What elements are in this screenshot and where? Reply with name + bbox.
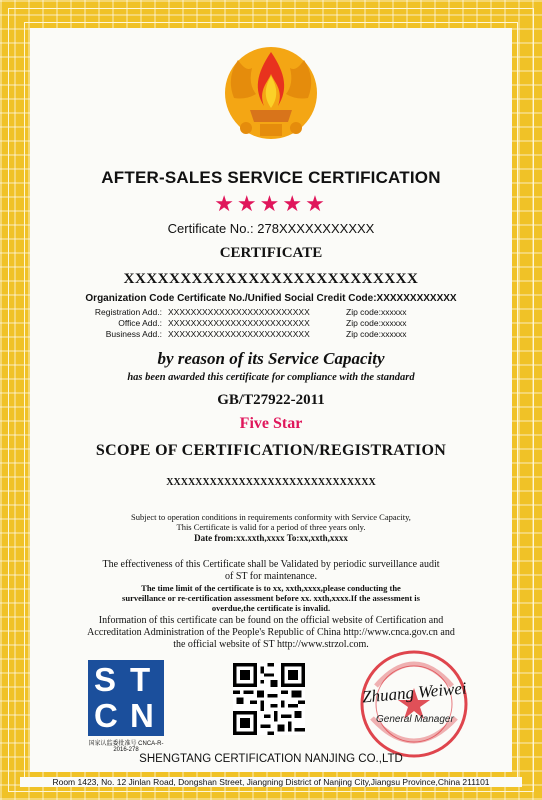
logo-letter: C xyxy=(94,697,118,734)
time-limit-line-2: surveillance or re-certification assessment before xx. xxth,xxxx.If the assessment is xyxy=(122,593,420,603)
holder-name: XXXXXXXXXXXXXXXXXXXXXXXXXX xyxy=(123,271,419,287)
registration-address xyxy=(70,307,406,317)
business-address xyxy=(70,329,406,339)
validity-line: This Certificate is valid for a period of three years only. xyxy=(176,522,366,532)
certificate-title: AFTER-SALES SERVICE CERTIFICATION xyxy=(101,168,441,187)
awarded-line: has been awarded this certificate for compliance with the standard xyxy=(127,372,415,383)
address-zip: Zip code:xxxxxx xyxy=(346,307,407,317)
address-label: Office Add.: xyxy=(118,318,162,328)
address-value: XXXXXXXXXXXXXXXXXXXXXXXXX xyxy=(168,318,310,328)
effectiveness-line-2: of ST for maintenance. xyxy=(224,571,317,582)
manager-signature: Zhuang Weiwei xyxy=(361,678,468,707)
logo-letter: S xyxy=(94,661,117,698)
validity-dates: Date from:xx.xxth,xxxx To:xx,xxth,xxxx xyxy=(194,533,348,543)
five-star-rating: ★★★★★ xyxy=(214,191,328,216)
grade-label: Five Star xyxy=(239,415,303,432)
info-line-2: Accreditation Administration of the People's Republic of China http://www.cnca.gov.cn and xyxy=(87,627,455,638)
standard-code: GB/T27922-2011 xyxy=(217,392,325,408)
address-value: XXXXXXXXXXXXXXXXXXXXXXXXX xyxy=(168,329,310,339)
address-value: XXXXXXXXXXXXXXXXXXXXXXXXX xyxy=(168,307,310,317)
certificate-number: Certificate No.: 278XXXXXXXXXXX xyxy=(167,221,375,236)
scope-heading: SCOPE OF CERTIFICATION/REGISTRATION xyxy=(95,442,447,459)
organization-code: Organization Code Certificate No./Unified Social Credit Code:XXXXXXXXXXXX xyxy=(85,293,457,304)
scope-value: XXXXXXXXXXXXXXXXXXXXXXXXXXXXX xyxy=(166,477,376,488)
company-address: Room 1423, No. 12 Jinlan Road, Dongshan Street, Jiangning District of Nanjing City,Jiangsu Province,China 211101 xyxy=(20,777,522,787)
logo-caption: 国家认监委批准号 CNCA-R-2016-278 xyxy=(88,741,164,753)
address-label: Business Add.: xyxy=(105,329,162,339)
flame-emblem-icon xyxy=(216,38,326,150)
office-address xyxy=(70,318,406,328)
qr-code-icon xyxy=(233,663,305,735)
logo-letter: T xyxy=(130,661,151,698)
effectiveness-line-1: The effectiveness of this Certificate shall be Validated by periodic surveillance audit xyxy=(102,559,440,570)
company-name: SHENGTANG CERTIFICATION NANJING CO.,LTD xyxy=(139,753,403,765)
address-zip: Zip code:xxxxxx xyxy=(346,318,407,328)
stcn-logo xyxy=(88,660,164,736)
subject-line: Subject to operation conditions in requirements conformity with Service Capacity, xyxy=(131,512,411,522)
certificate-heading: CERTIFICATE xyxy=(219,245,323,261)
info-line-3: the official website of ST http://www.strzol.com. xyxy=(173,639,369,650)
time-limit-line-3: overdue,the certificate is invalid. xyxy=(211,603,331,613)
address-label: Registration Add.: xyxy=(94,307,162,317)
time-limit-line-1: The time limit of the certificate is to xx, xxth,xxxx,please conducting the xyxy=(141,583,401,593)
info-line-1: Information of this certificate can be found on the official website of Certification and xyxy=(98,615,444,626)
reason-line: by reason of its Service Capacity xyxy=(157,349,385,368)
logo-letter: N xyxy=(130,697,154,734)
signatory-title: General Manager xyxy=(376,714,454,725)
address-zip: Zip code:xxxxxx xyxy=(346,329,407,339)
